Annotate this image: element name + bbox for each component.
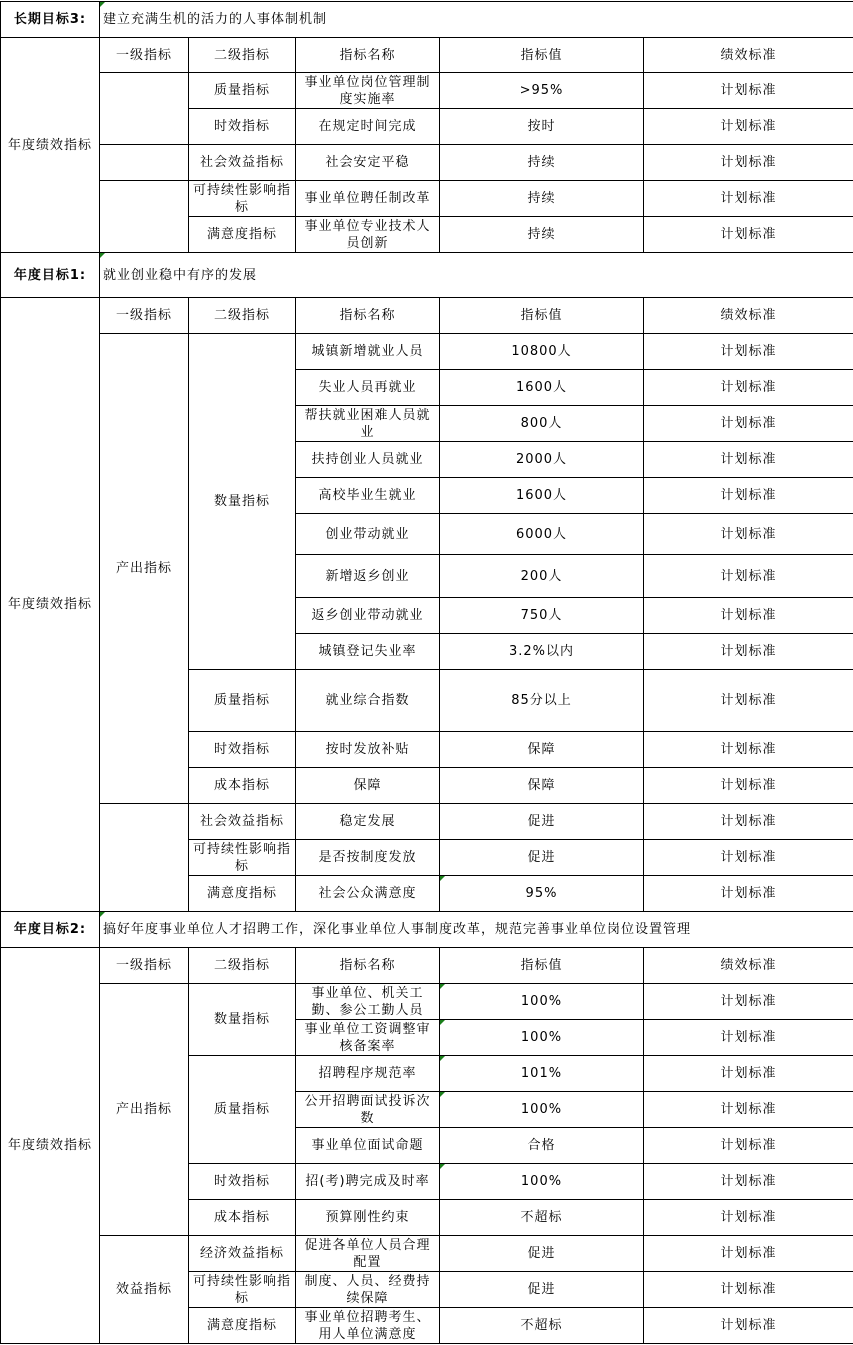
column-header-level2-text: 二级指标 [213, 47, 270, 63]
performance-standard-cell-text: 计划标准 [720, 1210, 777, 1225]
indicator-name-cell-text: 招聘程序规范率 [318, 1066, 417, 1081]
indicator-value-cell[interactable] [439, 333, 644, 370]
performance-standard-cell-text: 计划标准 [720, 119, 777, 134]
level2-cell-text: 数量指标 [213, 1012, 270, 1027]
indicator-name-cell[interactable] [295, 72, 440, 109]
performance-standard-cell[interactable] [643, 1019, 853, 1056]
indicator-name-cell-text: 创业带动就业 [325, 526, 410, 542]
indicator-value-cell-text: 101% [520, 1066, 563, 1081]
indicator-value-cell[interactable] [439, 477, 644, 514]
indicator-name-cell-text: 招(考)聘完成及时率 [305, 1174, 430, 1189]
column-header-level2-text: 二级指标 [213, 958, 270, 973]
performance-standard-cell-text: 计划标准 [720, 886, 777, 901]
indicator-value-cell[interactable] [439, 1199, 644, 1236]
indicator-value-cell[interactable] [439, 441, 644, 478]
level2-cell[interactable] [188, 216, 296, 253]
column-header-name[interactable] [295, 297, 440, 334]
indicator-name-cell[interactable] [295, 1307, 440, 1344]
indicator-value-cell-text: 按时 [527, 119, 556, 134]
indicator-value-cell-text: 促进 [527, 814, 556, 829]
level1-cell-text: 产出指标 [115, 561, 172, 576]
indicator-value-cell[interactable] [439, 1127, 644, 1164]
indicator-name-cell[interactable] [295, 731, 440, 768]
indicator-name-cell[interactable] [295, 405, 440, 442]
comment-indicator-icon [440, 876, 445, 881]
level2-cell-text: 成本指标 [213, 778, 270, 793]
performance-standard-cell[interactable] [643, 477, 853, 514]
performance-standard-cell-text: 计划标准 [720, 568, 777, 584]
level2-cell-text: 时效指标 [213, 119, 270, 134]
level2-cell[interactable] [188, 180, 296, 217]
indicator-value-cell-text: 85分以上 [511, 693, 572, 708]
comment-indicator-icon [100, 2, 105, 7]
level2-cell-text: 时效指标 [213, 1174, 270, 1189]
indicator-name-cell[interactable] [295, 441, 440, 478]
indicator-value-cell-text: 100% [520, 994, 563, 1009]
performance-standard-cell-text: 计划标准 [720, 1030, 777, 1045]
indicator-name-cell-text: 公开招聘面试投诉次数 [304, 1093, 431, 1126]
level2-cell-text: 经济效益指标 [199, 1246, 284, 1261]
column-header-standard[interactable] [643, 37, 853, 73]
level1-cell[interactable] [99, 983, 189, 1236]
performance-standard-cell-text: 计划标准 [720, 1138, 777, 1153]
column-header-value-text: 指标值 [520, 958, 563, 973]
indicator-name-cell-text: 帮扶就业困难人员就业 [304, 407, 431, 440]
indicator-value-cell-text: 6000人 [515, 526, 568, 542]
performance-standard-cell[interactable] [643, 369, 853, 406]
performance-standard-cell-text: 计划标准 [720, 155, 777, 170]
indicator-name-cell-text: 事业单位专业技术人员创新 [304, 218, 431, 251]
indicator-value-cell[interactable] [439, 1019, 644, 1056]
performance-standard-cell-text: 计划标准 [720, 742, 777, 757]
indicator-name-cell-text: 在规定时间完成 [318, 119, 417, 134]
performance-standard-cell[interactable] [643, 803, 853, 840]
indicator-value-cell-text: 保障 [527, 742, 556, 757]
indicator-value-cell-text: 10800人 [511, 344, 572, 359]
indicator-value-cell[interactable] [439, 875, 644, 912]
level2-cell[interactable] [188, 72, 296, 109]
performance-standard-cell[interactable] [643, 554, 853, 598]
level1-cell[interactable] [99, 803, 189, 912]
indicator-name-cell[interactable] [295, 513, 440, 555]
indicator-value-cell[interactable] [439, 405, 644, 442]
indicator-name-cell-text: 制度、人员、经费持续保障 [304, 1273, 431, 1306]
column-header-name-text: 指标名称 [339, 47, 396, 63]
performance-standard-cell-text: 计划标准 [720, 488, 777, 503]
indicator-value-cell[interactable] [439, 1307, 644, 1344]
column-header-level2[interactable] [188, 297, 296, 334]
level2-cell[interactable] [188, 333, 296, 670]
comment-indicator-icon [100, 253, 105, 258]
indicator-name-cell[interactable] [295, 1199, 440, 1236]
performance-standard-cell-text: 计划标准 [720, 227, 777, 242]
indicator-label[interactable] [0, 297, 100, 912]
indicator-value-cell[interactable] [439, 1271, 644, 1308]
performance-standard-cell-text: 计划标准 [720, 1102, 777, 1117]
performance-standard-cell[interactable] [643, 333, 853, 370]
column-header-standard-text: 绩效标准 [720, 958, 777, 973]
column-header-level1[interactable] [99, 297, 189, 334]
level2-cell[interactable] [188, 144, 296, 181]
indicator-value-cell-text: 750人 [520, 608, 563, 623]
indicator-name-cell[interactable] [295, 144, 440, 181]
column-header-name-text: 指标名称 [339, 308, 396, 323]
indicator-value-cell-text: 合格 [527, 1138, 556, 1153]
performance-standard-cell-text: 计划标准 [720, 380, 777, 395]
goal-text[interactable] [99, 1, 853, 38]
indicator-name-cell[interactable] [295, 1055, 440, 1092]
indicator-name-cell-text: 事业单位岗位管理制度实施率 [304, 74, 431, 107]
indicator-value-cell-text: 100% [520, 1030, 563, 1045]
column-header-level2[interactable] [188, 37, 296, 73]
indicator-value-cell-text: 促进 [527, 1246, 556, 1261]
level2-cell-text: 社会效益指标 [199, 814, 284, 829]
performance-standard-cell[interactable] [643, 1199, 853, 1236]
performance-standard-cell-text: 计划标准 [720, 1174, 777, 1189]
indicator-name-cell-text: 是否按制度发放 [318, 850, 417, 865]
indicator-name-cell-text: 就业综合指数 [325, 693, 410, 708]
indicator-name-cell-text: 事业单位工资调整审核备案率 [304, 1021, 431, 1054]
indicator-name-cell-text: 事业单位聘任制改革 [304, 191, 431, 206]
indicator-value-cell[interactable] [439, 369, 644, 406]
indicator-value-cell-text: 100% [520, 1174, 563, 1189]
column-header-value[interactable] [439, 947, 644, 984]
level2-cell-text: 成本指标 [213, 1210, 270, 1225]
performance-standard-cell-text: 计划标准 [720, 416, 777, 431]
column-header-level1-text: 一级指标 [115, 47, 172, 63]
level2-cell[interactable] [188, 1271, 296, 1308]
indicator-value-cell[interactable] [439, 144, 644, 181]
level2-cell-text: 质量指标 [213, 1102, 270, 1117]
indicator-value-cell-text: 100% [520, 1102, 563, 1117]
level2-cell[interactable] [188, 1307, 296, 1344]
level2-cell[interactable] [188, 669, 296, 732]
indicator-name-cell[interactable] [295, 633, 440, 670]
column-header-level1-text: 一级指标 [115, 308, 172, 323]
level1-cell-text: 效益指标 [115, 1282, 172, 1297]
performance-standard-cell-text: 计划标准 [720, 344, 777, 359]
goal-text[interactable] [99, 911, 853, 948]
column-header-level1[interactable] [99, 37, 189, 73]
indicator-value-cell-text: 持续 [527, 155, 556, 170]
performance-standard-cell-text: 计划标准 [720, 1246, 777, 1261]
level1-cell[interactable] [99, 144, 189, 181]
performance-standard-cell-text: 计划标准 [720, 452, 777, 467]
indicator-value-cell-text: 95% [525, 886, 558, 901]
goal-label[interactable] [0, 911, 100, 948]
indicator-name-cell[interactable] [295, 875, 440, 912]
performance-standard-cell-text: 计划标准 [720, 644, 777, 659]
performance-standard-cell-text: 计划标准 [720, 1066, 777, 1081]
column-header-standard[interactable] [643, 297, 853, 334]
indicator-name-cell-text: 社会公众满意度 [318, 886, 417, 901]
level2-cell-text: 时效指标 [213, 742, 270, 757]
indicator-label-text: 年度绩效指标 [7, 597, 92, 612]
performance-standard-cell[interactable] [643, 216, 853, 253]
indicator-value-cell-text: 促进 [527, 1282, 556, 1297]
indicator-name-cell[interactable] [295, 803, 440, 840]
performance-standard-cell[interactable] [643, 839, 853, 876]
performance-standard-cell-text: 计划标准 [720, 83, 777, 98]
indicator-value-cell[interactable] [439, 669, 644, 732]
goal-label[interactable] [0, 252, 100, 298]
level2-cell-text: 满意度指标 [206, 1318, 277, 1333]
level2-cell[interactable] [188, 731, 296, 768]
indicator-name-cell[interactable] [295, 216, 440, 253]
indicator-value-cell[interactable] [439, 633, 644, 670]
performance-standard-cell-text: 计划标准 [720, 850, 777, 865]
indicator-name-cell-text: 事业单位、机关工勤、参公工勤人员 [311, 985, 424, 1018]
performance-standard-cell[interactable] [643, 72, 853, 109]
indicator-name-cell[interactable] [295, 554, 440, 598]
indicator-value-cell-text: 持续 [527, 227, 556, 242]
indicator-value-cell[interactable] [439, 983, 644, 1020]
column-header-value-text: 指标值 [520, 47, 563, 63]
goal-text-text: 建立充满生机的活力的人事体制机制 [103, 12, 328, 27]
performance-standard-cell-text: 计划标准 [720, 994, 777, 1009]
column-header-value[interactable] [439, 37, 644, 73]
goal-label-text: 年度目标2: [13, 922, 87, 937]
performance-standard-cell[interactable] [643, 633, 853, 670]
performance-standard-cell[interactable] [643, 597, 853, 634]
indicator-value-cell[interactable] [439, 597, 644, 634]
indicator-value-cell[interactable] [439, 767, 644, 804]
level2-cell[interactable] [188, 108, 296, 145]
indicator-value-cell-text: 保障 [527, 778, 556, 793]
indicator-name-cell[interactable] [295, 983, 440, 1020]
performance-standard-cell-text: 计划标准 [720, 1318, 777, 1333]
comment-indicator-icon [440, 1164, 445, 1169]
indicator-name-cell[interactable] [295, 333, 440, 370]
indicator-name-cell-text: 事业单位面试命题 [311, 1138, 424, 1153]
indicator-name-cell[interactable] [295, 369, 440, 406]
indicator-value-cell-text: 200人 [520, 568, 563, 584]
performance-standard-cell[interactable] [643, 513, 853, 555]
level2-cell[interactable] [188, 803, 296, 840]
performance-standard-cell[interactable] [643, 983, 853, 1020]
indicator-label[interactable] [0, 37, 100, 253]
indicator-name-cell[interactable] [295, 839, 440, 876]
indicator-name-cell-text: 事业单位招聘考生、用人单位满意度 [304, 1309, 431, 1342]
comment-indicator-icon [440, 984, 445, 989]
level2-cell[interactable] [188, 1199, 296, 1236]
indicator-value-cell[interactable] [439, 1091, 644, 1128]
level1-cell[interactable] [99, 1235, 189, 1344]
performance-standard-cell[interactable] [643, 875, 853, 912]
indicator-name-cell-text: 稳定发展 [339, 814, 396, 829]
indicator-name-cell[interactable] [295, 1163, 440, 1200]
indicator-value-cell[interactable] [439, 554, 644, 598]
indicator-value-cell-text: 3.2%以内 [508, 644, 575, 659]
level2-cell-text: 可持续性影响指标 [192, 182, 291, 215]
level2-cell[interactable] [188, 983, 296, 1056]
indicator-value-cell-text: >95% [519, 83, 564, 98]
column-header-name[interactable] [295, 947, 440, 984]
indicator-value-cell-text: 1600人 [515, 380, 568, 395]
performance-standard-cell[interactable] [643, 144, 853, 181]
level2-cell[interactable] [188, 1055, 296, 1164]
level2-cell[interactable] [188, 1235, 296, 1272]
column-header-standard-text: 绩效标准 [720, 47, 777, 63]
indicator-name-cell[interactable] [295, 1127, 440, 1164]
goal-label-text: 长期目标3: [13, 12, 87, 27]
column-header-value[interactable] [439, 297, 644, 334]
level2-cell-text: 质量指标 [213, 693, 270, 708]
comment-indicator-icon [440, 1056, 445, 1061]
performance-standard-cell[interactable] [643, 1271, 853, 1308]
indicator-name-cell-text: 社会安定平稳 [325, 155, 410, 170]
performance-standard-cell[interactable] [643, 1055, 853, 1092]
indicator-name-cell-text: 城镇新增就业人员 [311, 344, 424, 359]
level2-cell-text: 满意度指标 [206, 227, 277, 242]
indicator-value-cell[interactable] [439, 180, 644, 217]
indicator-value-cell-text: 1600人 [515, 488, 568, 503]
performance-standard-cell[interactable] [643, 669, 853, 732]
level1-cell[interactable] [99, 333, 189, 804]
indicator-value-cell-text: 促进 [527, 850, 556, 865]
comment-indicator-icon [440, 1092, 445, 1097]
indicator-name-cell-text: 失业人员再就业 [318, 380, 417, 395]
indicator-value-cell[interactable] [439, 513, 644, 555]
indicator-value-cell[interactable] [439, 108, 644, 145]
indicator-name-cell-text: 扶持创业人员就业 [311, 452, 424, 467]
level2-cell-text: 数量指标 [213, 494, 270, 509]
indicator-name-cell[interactable] [295, 597, 440, 634]
indicator-name-cell-text: 新增返乡创业 [325, 568, 410, 584]
level2-cell-text: 质量指标 [213, 83, 270, 98]
indicator-value-cell[interactable] [439, 839, 644, 876]
performance-standard-cell-text: 计划标准 [720, 814, 777, 829]
indicator-value-cell[interactable] [439, 1235, 644, 1272]
column-header-level1[interactable] [99, 947, 189, 984]
indicator-value-cell-text: 2000人 [515, 452, 568, 467]
indicator-value-cell[interactable] [439, 1163, 644, 1200]
column-header-standard[interactable] [643, 947, 853, 984]
indicator-value-cell[interactable] [439, 216, 644, 253]
indicator-value-cell[interactable] [439, 72, 644, 109]
column-header-name-text: 指标名称 [339, 958, 396, 973]
goal-text-text: 搞好年度事业单位人才招聘工作，深化事业单位人事制度改革，规范完善事业单位岗位设置管理 [103, 922, 692, 937]
performance-standard-cell-text: 计划标准 [720, 608, 777, 623]
indicator-value-cell[interactable] [439, 731, 644, 768]
performance-standard-cell[interactable] [643, 405, 853, 442]
level2-cell-text: 满意度指标 [206, 886, 277, 901]
indicator-name-cell[interactable] [295, 108, 440, 145]
performance-standard-cell[interactable] [643, 1127, 853, 1164]
column-header-value-text: 指标值 [520, 308, 563, 323]
goal-label-text: 年度目标1: [13, 267, 87, 283]
performance-standard-cell[interactable] [643, 1163, 853, 1200]
level2-cell[interactable] [188, 767, 296, 804]
column-header-level1-text: 一级指标 [115, 958, 172, 973]
performance-standard-cell-text: 计划标准 [720, 693, 777, 708]
column-header-name[interactable] [295, 37, 440, 73]
level1-cell-text: 产出指标 [115, 1102, 172, 1117]
indicator-name-cell-text: 按时发放补贴 [325, 742, 410, 757]
indicator-name-cell-text: 保障 [353, 778, 382, 793]
performance-standard-cell[interactable] [643, 767, 853, 804]
level2-cell[interactable] [188, 875, 296, 912]
indicator-value-cell[interactable] [439, 1055, 644, 1092]
column-header-level2-text: 二级指标 [213, 308, 270, 323]
performance-standard-cell[interactable] [643, 180, 853, 217]
performance-standard-cell-text: 计划标准 [720, 1282, 777, 1297]
indicator-name-cell-text: 促进各单位人员合理配置 [304, 1237, 431, 1270]
indicator-name-cell[interactable] [295, 1271, 440, 1308]
level1-cell[interactable] [99, 180, 189, 253]
indicator-value-cell-text: 持续 [527, 191, 556, 206]
indicator-name-cell-text: 城镇登记失业率 [318, 644, 417, 659]
performance-standard-cell[interactable] [643, 1235, 853, 1272]
goal-text[interactable] [99, 252, 853, 298]
indicator-label[interactable] [0, 947, 100, 1344]
indicator-name-cell-text: 高校毕业生就业 [318, 488, 417, 503]
indicator-value-cell-text: 不超标 [520, 1210, 563, 1225]
column-header-standard-text: 绩效标准 [720, 308, 777, 323]
column-header-level2[interactable] [188, 947, 296, 984]
goal-label[interactable] [0, 1, 100, 38]
level1-cell[interactable] [99, 72, 189, 145]
performance-standard-cell[interactable] [643, 731, 853, 768]
level2-cell[interactable] [188, 839, 296, 876]
level2-cell[interactable] [188, 1163, 296, 1200]
performance-standard-cell[interactable] [643, 1091, 853, 1128]
performance-standard-cell[interactable] [643, 441, 853, 478]
comment-indicator-icon [440, 1020, 445, 1025]
level2-cell-text: 可持续性影响指标 [192, 1273, 291, 1306]
indicator-name-cell[interactable] [295, 1019, 440, 1056]
indicator-name-cell[interactable] [295, 180, 440, 217]
performance-standard-cell-text: 计划标准 [720, 526, 777, 542]
level2-cell-text: 可持续性影响指标 [192, 841, 291, 874]
indicator-name-cell[interactable] [295, 669, 440, 732]
indicator-name-cell[interactable] [295, 1091, 440, 1128]
performance-standard-cell[interactable] [643, 108, 853, 145]
indicator-label-text: 年度绩效指标 [7, 1138, 92, 1153]
comment-indicator-icon [100, 912, 105, 917]
indicator-name-cell-text: 返乡创业带动就业 [311, 608, 424, 623]
indicator-label-text: 年度绩效指标 [7, 137, 92, 153]
performance-standard-cell-text: 计划标准 [720, 191, 777, 206]
level2-cell-text: 社会效益指标 [199, 155, 284, 170]
indicator-value-cell-text: 800人 [520, 416, 563, 431]
indicator-name-cell[interactable] [295, 767, 440, 804]
performance-standard-cell-text: 计划标准 [720, 778, 777, 793]
indicator-value-cell-text: 不超标 [520, 1318, 563, 1333]
indicator-name-cell[interactable] [295, 477, 440, 514]
indicator-name-cell-text: 预算刚性约束 [325, 1210, 410, 1225]
indicator-value-cell[interactable] [439, 803, 644, 840]
performance-standard-cell[interactable] [643, 1307, 853, 1344]
goal-text-text: 就业创业稳中有序的发展 [103, 267, 258, 283]
indicator-name-cell[interactable] [295, 1235, 440, 1272]
